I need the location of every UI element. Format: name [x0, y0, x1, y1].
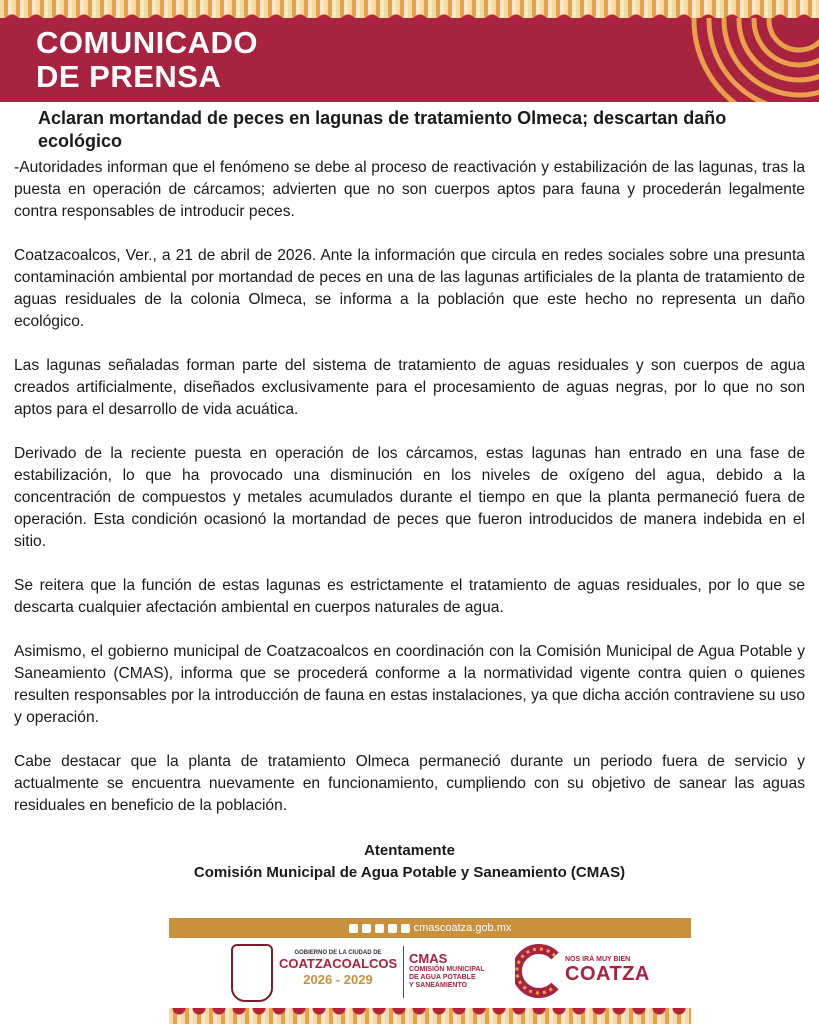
- press-headline: Aclaran mortandad de peces en lagunas de tratamiento Olmeca; descartan daño ecológico: [38, 108, 727, 151]
- cmas-name: CMAS: [409, 951, 448, 966]
- cmas-desc-3: Y SANEAMIENTO: [409, 982, 468, 989]
- paragraph: Las lagunas señaladas forman parte del sistema de tratamiento de aguas residuales y son cuerpos de agua creados artificialmente, diseñados exclusivamente para el procesamiento de aguas negras, por lo que no son aptos para el desarrollo de vida acuática.: [14, 357, 805, 418]
- signature-closing: Atentamente: [364, 842, 455, 859]
- footer-contact-bar: [169, 918, 691, 938]
- paragraph: Se reitera que la función de estas lagunas es estrictamente el tratamiento de aguas residuales, por lo que se descarta cualquier afectación ambiental en cuerpos naturales de agua.: [14, 577, 805, 616]
- paragraph: Asimismo, el gobierno municipal de Coatzacoalcos en coordinación con la Comisión Municipal de Agua Potable y Saneamiento (CMAS), informa que se procederá conforme a la normatividad vigente contra quien o quienes resulten responsables por la introducción de fauna en estas instalaciones, ya que dicha acción contraviene su uso y operación.: [14, 643, 805, 726]
- title-line-1: COMUNICADO: [36, 25, 258, 60]
- footer-logos: [169, 940, 691, 1008]
- signature-block: [0, 840, 819, 884]
- paragraph: Cabe destacar que la planta de tratamiento Olmeca permaneció durante un periodo fuera de servicio y actualmente se encuentra nuevamente en funcionamiento, cumpliendo con su objetivo de sanear las aguas residuales en beneficio de la población.: [14, 753, 805, 814]
- bottom-decorative-border: [169, 1008, 691, 1024]
- gob-line: GOBIERNO DE LA CIUDAD DE: [294, 950, 382, 956]
- gob-years: 2026 - 2029: [303, 972, 373, 987]
- paragraph: Derivado de la reciente puesta en operación de los cárcamos, estas lagunas han entrado en una fase de estabilización, lo que ha provocado una disminución en los niveles de oxígeno del agua, debido a la concentración de compuestos y metales acumulados durante el tiempo en que la planta permaneció fuera de operación. Esta condición ocasionó la mortandad de peces que fueron introducidos de manera indebida en el sitio.: [14, 445, 805, 550]
- city-crest-icon: [231, 944, 273, 1002]
- logo-divider: [403, 946, 404, 998]
- city-government-logo: [279, 950, 397, 988]
- web-icon[interactable]: [401, 924, 410, 933]
- signature-org: Comisión Municipal de Agua Potable y Saneamiento (CMAS): [193, 864, 626, 881]
- page-title: [36, 26, 258, 94]
- header-banner: [0, 18, 819, 102]
- website-link[interactable]: cmascoatza.gob.mx: [413, 922, 512, 934]
- facebook-icon[interactable]: [349, 924, 358, 933]
- concentric-arcs-icon: [599, 18, 819, 102]
- coatza-word: COATZA: [565, 963, 650, 985]
- paragraph: Coatzacoalcos, Ver., a 21 de abril de 2026. Ante la información que circula en redes sociales sobre una presunta contaminación ambiental por mortandad de peces en una de las lagunas artificiales de la planta de tratamiento de aguas residuales de la colonia Olmeca, se informa a la población que este hecho no representa un daño ecológico.: [14, 247, 805, 330]
- cmas-logo: [409, 952, 509, 990]
- cmas-desc-2: DE AGUA POTABLE: [409, 974, 476, 981]
- press-body: [14, 157, 805, 839]
- title-line-2: DE PRENSA: [36, 59, 222, 94]
- coatza-brand-logo: [565, 956, 650, 984]
- cmas-desc-1: COMISIÓN MUNICIPAL: [409, 966, 485, 973]
- coatza-c-icon: [515, 944, 561, 998]
- coatza-tagline: NOS IRÁ MUY BIEN: [565, 956, 631, 963]
- youtube-icon[interactable]: [388, 924, 397, 933]
- x-icon[interactable]: [362, 924, 371, 933]
- gob-city: COATZACOALCOS: [279, 956, 398, 971]
- paragraph: -Autoridades informan que el fenómeno se debe al proceso de reactivación y estabilización de las lagunas, tras la puesta en operación de cárcamos; advierten que no son cuerpos aptos para fauna y procederán legalmente contra responsables de introducir peces.: [14, 159, 805, 220]
- instagram-icon[interactable]: [375, 924, 384, 933]
